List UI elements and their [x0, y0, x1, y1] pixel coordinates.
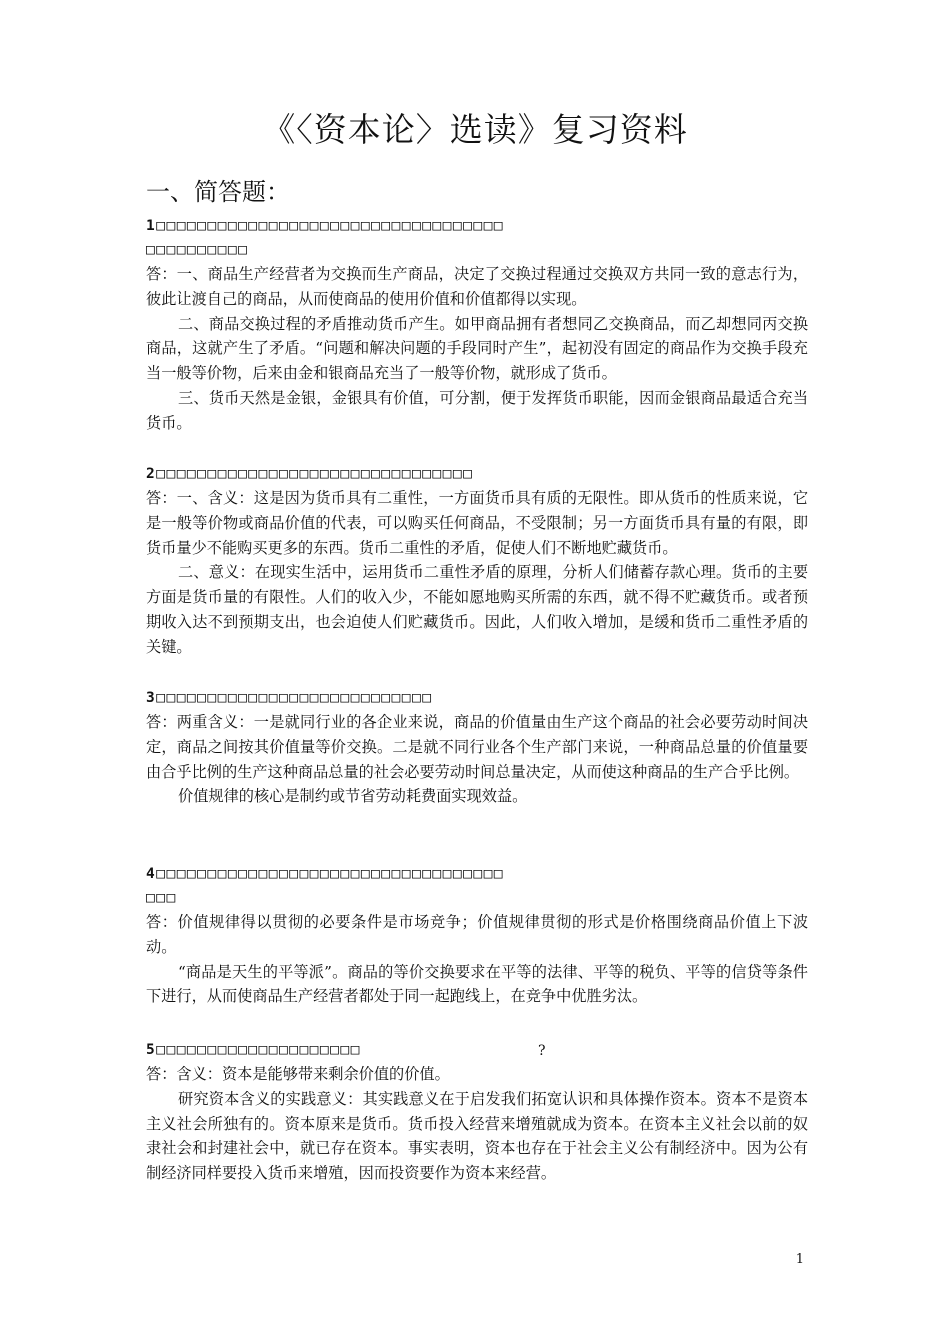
question-5-heading-question-mark: ? [538, 1043, 546, 1059]
question-1-heading-line-1: 1□□□□□□□□□□□□□□□□□□□□□□□□□□□□□□□□□□ [146, 218, 505, 234]
answer-4-paragraph-2: “商品是天生的平等派”。商品的等价交换要求在平等的法律、平等的税负、平等的信贷等条件下进行，从而使商品生产经营者都处于同一起跑线上，在竞争中优胜劣汰。 [146, 962, 808, 1006]
question-4 [146, 862, 808, 1009]
page-number: 1 [795, 1252, 804, 1267]
section-heading: 一、简答题： [146, 178, 290, 206]
question-1 [146, 214, 808, 436]
answer-1-paragraph-1: 答：一、商品生产经营者为交换而生产商品，决定了交换过程通过交换双方共同一致的意志行为，彼此让渡自己的商品，从而使商品的使用价值和价值都得以实现。 [146, 265, 808, 308]
page-title: 《〈资本论〉选读》复习资料 [262, 110, 688, 149]
answer-1-paragraph-2: 二、商品交换过程的矛盾推动货币产生。如甲商品拥有者想同乙交换商品，而乙却想同丙交换商品，这就产生了矛盾。“问题和解决问题的手段同时产生”，起初没有固定的商品作为交换手段充当一般等价物，后来由金和银商品充当了一般等价物，就形成了货币。 [146, 314, 808, 383]
answer-2-paragraph-2: 二、意义：在现实生活中，运用货币二重性矛盾的原理，分析人们储蓄存款心理。货币的主要方面是货币量的有限性。人们的收入少，不能如愿地购买所需的东西，就不得不贮藏货币。或者预期收入达不到预期支出，也会迫使人们贮藏货币。因此，人们收入增加，是缓和货币二重性矛盾的关键。 [146, 563, 808, 656]
answer-1-paragraph-3: 三、货币天然是金银，金银具有价值，可分割，便于发挥货币职能，因而金银商品最适合充当货币。 [146, 388, 808, 432]
answer-5-paragraph-1: 答：含义：资本是能够带来剩余价值的价值。 [146, 1065, 450, 1083]
question-4-heading-line-2: □□□ [146, 890, 177, 906]
answer-2-paragraph-1: 答：一、含义：这是因为货币具有二重性，一方面货币具有质的无限性。即从货币的性质来说，它是一般等价物或商品价值的代表，可以购买任何商品，不受限制；另一方面货币具有量的有限，即货币量少不能购买更多的东西。货币二重性的矛盾，促使人们不断地贮藏货币。 [146, 489, 808, 557]
answer-3-paragraph-2: 价值规律的核心是制约或节省劳动耗费面实现效益。 [178, 787, 528, 806]
question-1-heading-line-2: □□□□□□□□□□ [146, 242, 249, 258]
question-5-heading-line-1: 5□□□□□□□□□□□□□□□□□□□□ [146, 1042, 361, 1058]
question-2-heading-line-1: 2□□□□□□□□□□□□□□□□□□□□□□□□□□□□□□□ [146, 466, 474, 482]
question-3 [146, 686, 808, 809]
question-3-heading-line-1: 3□□□□□□□□□□□□□□□□□□□□□□□□□□□ [146, 690, 433, 706]
answer-3-paragraph-1: 答：两重含义：一是就同行业的各企业来说，商品的价值量由生产这个商品的社会必要劳动时间决定，商品之间按其价值量等价交换。二是就不同行业各个生产部门来说，一种商品总量的价值量要由合乎比例的生产这种商品总量的社会必要劳动时间总量决定，从而使这种商品的生产合乎比例。 [146, 713, 808, 781]
answer-5-paragraph-2: 研究资本含义的实践意义：其实践意义在于启发我们拓宽认识和具体操作资本。资本不是资本主义社会所独有的。资本原来是货币。货币投入经营来增殖就成为资本。在资本主义社会以前的奴隶社会和封建社会中，就已存在资本。事实表明，资本也存在于社会主义公有制经济中。因为公有制经济同样要投入货币来增殖，因而投资要作为资本来经营。 [146, 1089, 808, 1183]
question-4-heading-line-1: 4□□□□□□□□□□□□□□□□□□□□□□□□□□□□□□□□□□ [146, 866, 505, 882]
question-2 [146, 462, 808, 660]
question-5 [146, 1038, 808, 1186]
answer-4-paragraph-1: 答：价值规律得以贯彻的必要条件是市场竞争；价值规律贯彻的形式是价格围绕商品价值上下波动。 [146, 913, 808, 956]
